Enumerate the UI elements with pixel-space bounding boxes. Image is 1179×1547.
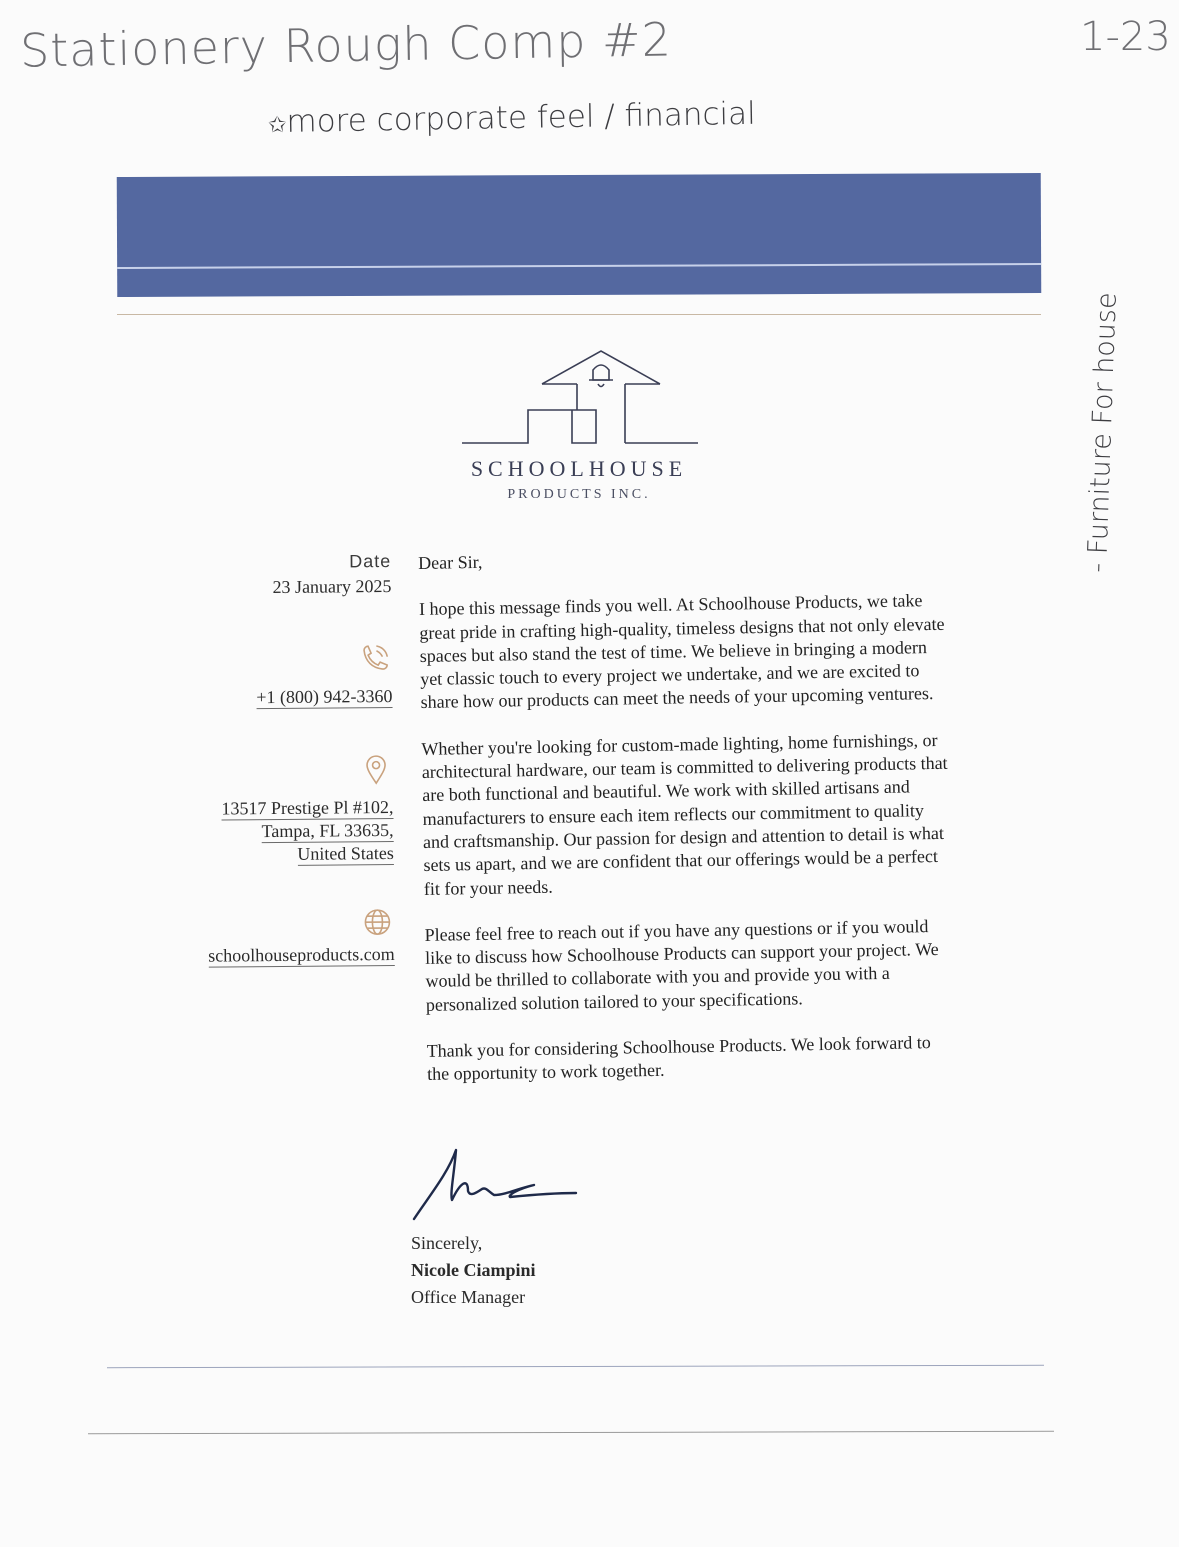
footer-divider [107, 1365, 1044, 1368]
date-label: Date [349, 550, 392, 572]
header-divider [117, 314, 1041, 315]
phone-number[interactable]: +1 (800) 942-3360 [256, 685, 393, 708]
address-line-3: United States [297, 842, 394, 864]
letter-body [418, 543, 957, 1087]
website-link[interactable]: schoolhouseproducts.com [208, 943, 395, 966]
signer-name: Nicole Ciampini [411, 1260, 536, 1280]
brand-subtitle: PRODUCTS INC. [507, 487, 651, 502]
banner-stripe [117, 263, 1041, 269]
handwritten-side-note: - Furniture For house [1082, 291, 1123, 574]
page-edge-line [88, 1431, 1054, 1435]
letter-paragraph-4: Thank you for considering Schoolhouse Products. We look forward to the opportunity to work together. [426, 1032, 931, 1085]
signature-block [411, 1230, 536, 1311]
handwritten-note: ✩more corporate feel / financial [267, 95, 757, 140]
address-line-2: Tampa, FL 33635, [261, 819, 394, 842]
salutation: Dear Sir, [418, 551, 483, 573]
address [160, 796, 394, 867]
signature-icon [410, 1145, 590, 1225]
schoolhouse-logo-icon [460, 348, 700, 448]
date-value: 23 January 2025 [272, 575, 392, 598]
letter-paragraph-1: I hope this message finds you well. At Schoolhouse Products, we take great pride in crafting high-quality, timeless designs that not only elevate spaces but also stand the test of time. We believe in bringing a modern yet classic touch to every project we undertake, and we are excited to share how our products can meet the needs of your upcoming ventures. [418, 590, 945, 713]
address-line-1: 13517 Prestige Pl #102, [221, 796, 394, 819]
star-doodle-icon: ✩ [267, 112, 287, 139]
letter-paragraph-3: Please feel free to reach out if you have any questions or if you would like to discuss how Schoolhouse Products can support your project. We would be thrilled to collaborate with you and provide you with a personalized solution tailored to your specifications. [424, 916, 939, 1015]
handwritten-date: 1-23 [1080, 14, 1171, 60]
map-pin-icon [359, 752, 393, 786]
signer-title: Office Manager [411, 1287, 526, 1307]
contact-column [158, 551, 395, 968]
globe-icon [360, 905, 394, 939]
header-banner [117, 173, 1042, 297]
letter-paragraph-2: Whether you're looking for custom-made lighting, home furnishings, or architectural hardware, our team is committed to delivering products that are both functional and beautiful. We work with skilled artisans and manufacturers to ensure each item reflects our commitment to quality and craftsmanship. Our passion for design and attention to detail is what sets us apart, and we are confident that our offerings would be a perfect fit for your needs. [421, 729, 948, 899]
handwritten-title: Stationery Rough Comp #2 [19, 12, 673, 78]
brand-name: SCHOOLHOUSE [470, 456, 688, 481]
closing: Sincerely, [411, 1233, 483, 1253]
phone-icon [358, 641, 392, 675]
